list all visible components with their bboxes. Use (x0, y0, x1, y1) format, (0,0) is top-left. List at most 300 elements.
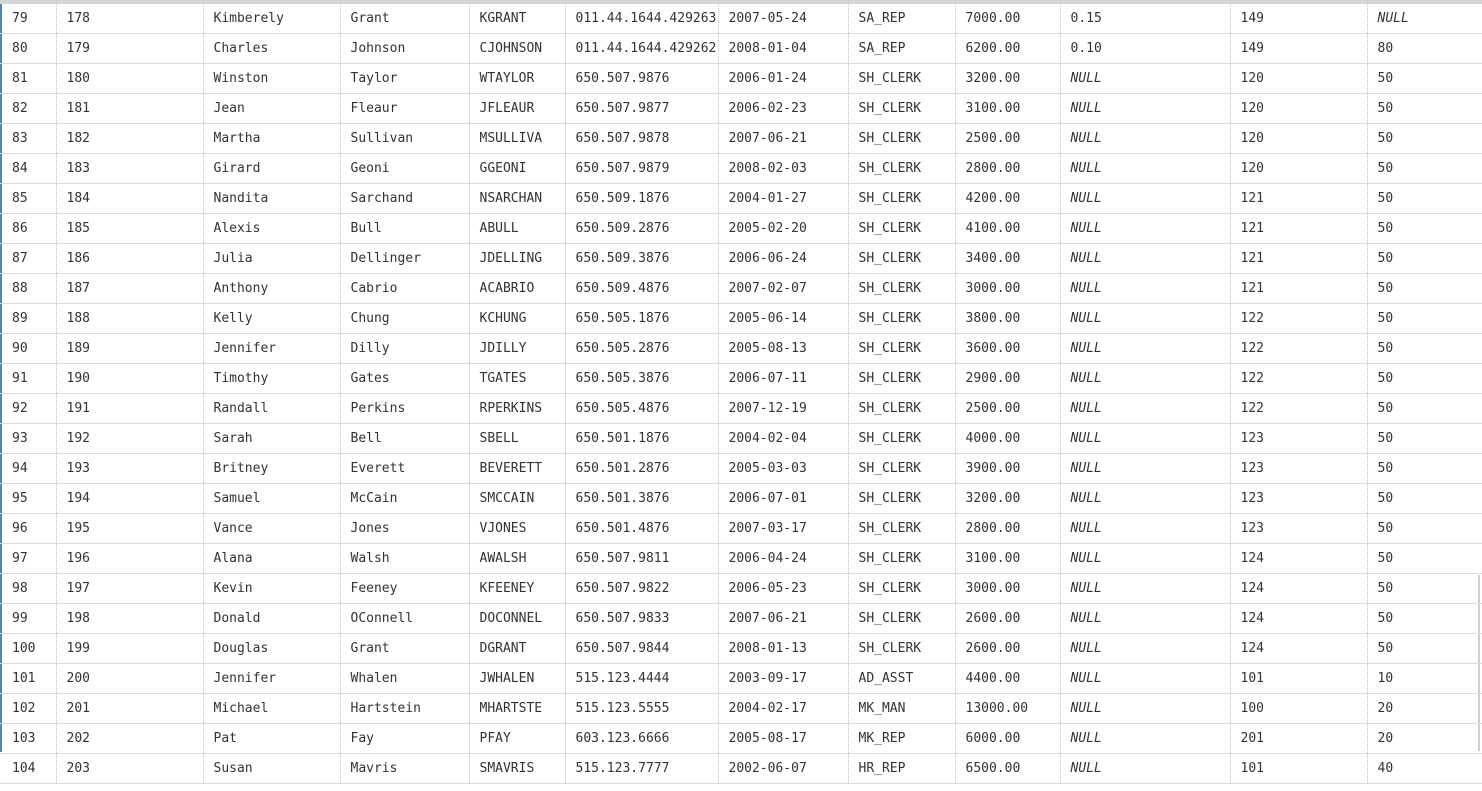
employee-id-cell[interactable]: 203 (56, 754, 203, 784)
commission-pct-cell[interactable]: NULL (1060, 244, 1230, 274)
manager-id-cell[interactable]: 122 (1230, 364, 1367, 394)
phone-number-cell[interactable]: 515.123.4444 (565, 664, 718, 694)
manager-id-cell[interactable]: 124 (1230, 634, 1367, 664)
row-number-cell[interactable]: 97 (0, 544, 56, 574)
last-name-cell[interactable]: Feeney (340, 574, 469, 604)
commission-pct-cell[interactable]: NULL (1060, 184, 1230, 214)
last-name-cell[interactable]: Bull (340, 214, 469, 244)
phone-number-cell[interactable]: 650.505.1876 (565, 304, 718, 334)
department-id-cell[interactable]: 50 (1367, 634, 1482, 664)
employee-id-cell[interactable]: 188 (56, 304, 203, 334)
salary-cell[interactable]: 13000.00 (955, 694, 1060, 724)
row-number-cell[interactable]: 83 (0, 124, 56, 154)
last-name-cell[interactable]: Grant (340, 4, 469, 34)
email-cell[interactable]: TGATES (469, 364, 565, 394)
department-id-cell[interactable]: 50 (1367, 94, 1482, 124)
commission-pct-cell[interactable]: NULL (1060, 574, 1230, 604)
department-id-cell[interactable]: 50 (1367, 304, 1482, 334)
table-row[interactable] (0, 634, 1482, 664)
manager-id-cell[interactable]: 101 (1230, 664, 1367, 694)
commission-pct-cell[interactable]: NULL (1060, 724, 1230, 754)
first-name-cell[interactable]: Winston (203, 64, 340, 94)
department-id-cell[interactable]: 50 (1367, 334, 1482, 364)
manager-id-cell[interactable]: 120 (1230, 94, 1367, 124)
last-name-cell[interactable]: Sullivan (340, 124, 469, 154)
hire-date-cell[interactable]: 2006-01-24 (718, 64, 848, 94)
manager-id-cell[interactable]: 122 (1230, 394, 1367, 424)
last-name-cell[interactable]: Whalen (340, 664, 469, 694)
first-name-cell[interactable]: Charles (203, 34, 340, 64)
phone-number-cell[interactable]: 650.501.4876 (565, 514, 718, 544)
salary-cell[interactable]: 4100.00 (955, 214, 1060, 244)
employee-id-cell[interactable]: 202 (56, 724, 203, 754)
hire-date-cell[interactable]: 2004-02-17 (718, 694, 848, 724)
manager-id-cell[interactable]: 149 (1230, 34, 1367, 64)
email-cell[interactable]: NSARCHAN (469, 184, 565, 214)
row-number-cell[interactable]: 100 (0, 634, 56, 664)
salary-cell[interactable]: 3800.00 (955, 304, 1060, 334)
phone-number-cell[interactable]: 650.509.2876 (565, 214, 718, 244)
employee-id-cell[interactable]: 192 (56, 424, 203, 454)
salary-cell[interactable]: 2500.00 (955, 124, 1060, 154)
commission-pct-cell[interactable]: NULL (1060, 94, 1230, 124)
last-name-cell[interactable]: Walsh (340, 544, 469, 574)
hire-date-cell[interactable]: 2003-09-17 (718, 664, 848, 694)
job-id-cell[interactable]: MK_REP (848, 724, 955, 754)
department-id-cell[interactable]: 50 (1367, 544, 1482, 574)
row-number-cell[interactable]: 80 (0, 34, 56, 64)
email-cell[interactable]: KCHUNG (469, 304, 565, 334)
last-name-cell[interactable]: McCain (340, 484, 469, 514)
phone-number-cell[interactable]: 650.501.3876 (565, 484, 718, 514)
employee-id-cell[interactable]: 201 (56, 694, 203, 724)
email-cell[interactable]: KGRANT (469, 4, 565, 34)
row-number-cell[interactable]: 87 (0, 244, 56, 274)
job-id-cell[interactable]: SH_CLERK (848, 154, 955, 184)
department-id-cell[interactable]: 50 (1367, 124, 1482, 154)
phone-number-cell[interactable]: 650.507.9833 (565, 604, 718, 634)
commission-pct-cell[interactable]: NULL (1060, 364, 1230, 394)
hire-date-cell[interactable]: 2005-08-13 (718, 334, 848, 364)
row-number-cell[interactable]: 85 (0, 184, 56, 214)
department-id-cell[interactable]: 50 (1367, 214, 1482, 244)
first-name-cell[interactable]: Michael (203, 694, 340, 724)
salary-cell[interactable]: 3100.00 (955, 544, 1060, 574)
row-number-cell[interactable]: 82 (0, 94, 56, 124)
phone-number-cell[interactable]: 650.501.2876 (565, 454, 718, 484)
employee-id-cell[interactable]: 199 (56, 634, 203, 664)
salary-cell[interactable]: 2500.00 (955, 394, 1060, 424)
commission-pct-cell[interactable]: NULL (1060, 484, 1230, 514)
table-row[interactable] (0, 754, 1482, 784)
salary-cell[interactable]: 4400.00 (955, 664, 1060, 694)
manager-id-cell[interactable]: 121 (1230, 184, 1367, 214)
table-row[interactable] (0, 724, 1482, 754)
hire-date-cell[interactable]: 2004-02-04 (718, 424, 848, 454)
commission-pct-cell[interactable]: NULL (1060, 424, 1230, 454)
manager-id-cell[interactable]: 123 (1230, 484, 1367, 514)
phone-number-cell[interactable]: 515.123.7777 (565, 754, 718, 784)
row-number-cell[interactable]: 89 (0, 304, 56, 334)
phone-number-cell[interactable]: 650.505.3876 (565, 364, 718, 394)
phone-number-cell[interactable]: 515.123.5555 (565, 694, 718, 724)
phone-number-cell[interactable]: 650.507.9877 (565, 94, 718, 124)
employee-id-cell[interactable]: 195 (56, 514, 203, 544)
first-name-cell[interactable]: Martha (203, 124, 340, 154)
email-cell[interactable]: JWHALEN (469, 664, 565, 694)
salary-cell[interactable]: 3000.00 (955, 274, 1060, 304)
hire-date-cell[interactable]: 2008-01-04 (718, 34, 848, 64)
email-cell[interactable]: DOCONNEL (469, 604, 565, 634)
commission-pct-cell[interactable]: NULL (1060, 664, 1230, 694)
department-id-cell[interactable]: 40 (1367, 754, 1482, 784)
email-cell[interactable]: PFAY (469, 724, 565, 754)
department-id-cell[interactable]: 20 (1367, 694, 1482, 724)
manager-id-cell[interactable]: 120 (1230, 64, 1367, 94)
commission-pct-cell[interactable]: NULL (1060, 544, 1230, 574)
hire-date-cell[interactable]: 2006-02-23 (718, 94, 848, 124)
salary-cell[interactable]: 4200.00 (955, 184, 1060, 214)
employee-id-cell[interactable]: 187 (56, 274, 203, 304)
salary-cell[interactable]: 2900.00 (955, 364, 1060, 394)
row-number-cell[interactable]: 94 (0, 454, 56, 484)
manager-id-cell[interactable]: 121 (1230, 244, 1367, 274)
commission-pct-cell[interactable]: NULL (1060, 124, 1230, 154)
hire-date-cell[interactable]: 2006-05-23 (718, 574, 848, 604)
row-number-cell[interactable]: 104 (0, 754, 56, 784)
employee-id-cell[interactable]: 194 (56, 484, 203, 514)
first-name-cell[interactable]: Britney (203, 454, 340, 484)
email-cell[interactable]: MSULLIVA (469, 124, 565, 154)
last-name-cell[interactable]: OConnell (340, 604, 469, 634)
table-row[interactable] (0, 154, 1482, 184)
job-id-cell[interactable]: SH_CLERK (848, 304, 955, 334)
first-name-cell[interactable]: Kimberely (203, 4, 340, 34)
job-id-cell[interactable]: SH_CLERK (848, 244, 955, 274)
job-id-cell[interactable]: SA_REP (848, 34, 955, 64)
department-id-cell[interactable]: 50 (1367, 424, 1482, 454)
row-number-cell[interactable]: 102 (0, 694, 56, 724)
last-name-cell[interactable]: Chung (340, 304, 469, 334)
job-id-cell[interactable]: SH_CLERK (848, 544, 955, 574)
last-name-cell[interactable]: Jones (340, 514, 469, 544)
job-id-cell[interactable]: SH_CLERK (848, 64, 955, 94)
employee-id-cell[interactable]: 198 (56, 604, 203, 634)
table-row[interactable] (0, 604, 1482, 634)
row-number-cell[interactable]: 98 (0, 574, 56, 604)
last-name-cell[interactable]: Bell (340, 424, 469, 454)
row-number-cell[interactable]: 99 (0, 604, 56, 634)
employee-id-cell[interactable]: 197 (56, 574, 203, 604)
employee-id-cell[interactable]: 181 (56, 94, 203, 124)
commission-pct-cell[interactable]: 0.10 (1060, 34, 1230, 64)
employee-id-cell[interactable]: 179 (56, 34, 203, 64)
table-row[interactable] (0, 304, 1482, 334)
employee-id-cell[interactable]: 186 (56, 244, 203, 274)
department-id-cell[interactable]: 50 (1367, 244, 1482, 274)
employee-id-cell[interactable]: 185 (56, 214, 203, 244)
department-id-cell[interactable]: 50 (1367, 184, 1482, 214)
last-name-cell[interactable]: Sarchand (340, 184, 469, 214)
manager-id-cell[interactable]: 149 (1230, 4, 1367, 34)
row-number-cell[interactable]: 103 (0, 724, 56, 754)
hire-date-cell[interactable]: 2005-02-20 (718, 214, 848, 244)
first-name-cell[interactable]: Pat (203, 724, 340, 754)
last-name-cell[interactable]: Fleaur (340, 94, 469, 124)
hire-date-cell[interactable]: 2007-03-17 (718, 514, 848, 544)
salary-cell[interactable]: 4000.00 (955, 424, 1060, 454)
row-number-cell[interactable]: 88 (0, 274, 56, 304)
job-id-cell[interactable]: SH_CLERK (848, 184, 955, 214)
commission-pct-cell[interactable]: NULL (1060, 64, 1230, 94)
email-cell[interactable]: ABULL (469, 214, 565, 244)
last-name-cell[interactable]: Cabrio (340, 274, 469, 304)
row-number-cell[interactable]: 101 (0, 664, 56, 694)
email-cell[interactable]: JFLEAUR (469, 94, 565, 124)
table-row[interactable] (0, 484, 1482, 514)
first-name-cell[interactable]: Randall (203, 394, 340, 424)
manager-id-cell[interactable]: 123 (1230, 514, 1367, 544)
phone-number-cell[interactable]: 011.44.1644.429263 (565, 4, 718, 34)
table-row[interactable] (0, 334, 1482, 364)
job-id-cell[interactable]: SH_CLERK (848, 364, 955, 394)
last-name-cell[interactable]: Geoni (340, 154, 469, 184)
job-id-cell[interactable]: SH_CLERK (848, 424, 955, 454)
last-name-cell[interactable]: Hartstein (340, 694, 469, 724)
first-name-cell[interactable]: Douglas (203, 634, 340, 664)
job-id-cell[interactable]: SH_CLERK (848, 334, 955, 364)
commission-pct-cell[interactable]: NULL (1060, 334, 1230, 364)
last-name-cell[interactable]: Grant (340, 634, 469, 664)
phone-number-cell[interactable]: 650.507.9811 (565, 544, 718, 574)
manager-id-cell[interactable]: 101 (1230, 754, 1367, 784)
first-name-cell[interactable]: Sarah (203, 424, 340, 454)
department-id-cell[interactable]: 50 (1367, 574, 1482, 604)
table-row[interactable] (0, 274, 1482, 304)
table-row[interactable] (0, 34, 1482, 64)
department-id-cell[interactable]: 10 (1367, 664, 1482, 694)
hire-date-cell[interactable]: 2006-07-01 (718, 484, 848, 514)
first-name-cell[interactable]: Timothy (203, 364, 340, 394)
salary-cell[interactable]: 6500.00 (955, 754, 1060, 784)
hire-date-cell[interactable]: 2004-01-27 (718, 184, 848, 214)
commission-pct-cell[interactable]: NULL (1060, 604, 1230, 634)
job-id-cell[interactable]: SH_CLERK (848, 514, 955, 544)
first-name-cell[interactable]: Donald (203, 604, 340, 634)
hire-date-cell[interactable]: 2005-06-14 (718, 304, 848, 334)
commission-pct-cell[interactable]: NULL (1060, 754, 1230, 784)
manager-id-cell[interactable]: 120 (1230, 154, 1367, 184)
employee-id-cell[interactable]: 190 (56, 364, 203, 394)
email-cell[interactable]: GGEONI (469, 154, 565, 184)
hire-date-cell[interactable]: 2006-06-24 (718, 244, 848, 274)
table-row[interactable] (0, 394, 1482, 424)
first-name-cell[interactable]: Jennifer (203, 334, 340, 364)
row-number-cell[interactable]: 86 (0, 214, 56, 244)
salary-cell[interactable]: 3200.00 (955, 484, 1060, 514)
phone-number-cell[interactable]: 650.509.4876 (565, 274, 718, 304)
hire-date-cell[interactable]: 2002-06-07 (718, 754, 848, 784)
table-row[interactable] (0, 514, 1482, 544)
job-id-cell[interactable]: SH_CLERK (848, 124, 955, 154)
table-row[interactable] (0, 694, 1482, 724)
last-name-cell[interactable]: Taylor (340, 64, 469, 94)
email-cell[interactable]: JDILLY (469, 334, 565, 364)
job-id-cell[interactable]: SH_CLERK (848, 94, 955, 124)
department-id-cell[interactable]: 50 (1367, 64, 1482, 94)
job-id-cell[interactable]: HR_REP (848, 754, 955, 784)
table-row[interactable] (0, 244, 1482, 274)
table-row[interactable] (0, 454, 1482, 484)
job-id-cell[interactable]: AD_ASST (848, 664, 955, 694)
phone-number-cell[interactable]: 650.507.9822 (565, 574, 718, 604)
job-id-cell[interactable]: SH_CLERK (848, 634, 955, 664)
employee-id-cell[interactable]: 178 (56, 4, 203, 34)
last-name-cell[interactable]: Perkins (340, 394, 469, 424)
email-cell[interactable]: KFEENEY (469, 574, 565, 604)
first-name-cell[interactable]: Susan (203, 754, 340, 784)
commission-pct-cell[interactable]: NULL (1060, 694, 1230, 724)
row-number-cell[interactable]: 84 (0, 154, 56, 184)
email-cell[interactable]: MHARTSTE (469, 694, 565, 724)
employee-id-cell[interactable]: 184 (56, 184, 203, 214)
table-row[interactable] (0, 544, 1482, 574)
hire-date-cell[interactable]: 2005-03-03 (718, 454, 848, 484)
table-row[interactable] (0, 424, 1482, 454)
first-name-cell[interactable]: Alana (203, 544, 340, 574)
phone-number-cell[interactable]: 650.507.9844 (565, 634, 718, 664)
phone-number-cell[interactable]: 650.509.1876 (565, 184, 718, 214)
salary-cell[interactable]: 7000.00 (955, 4, 1060, 34)
salary-cell[interactable]: 6000.00 (955, 724, 1060, 754)
commission-pct-cell[interactable]: NULL (1060, 214, 1230, 244)
commission-pct-cell[interactable]: NULL (1060, 154, 1230, 184)
job-id-cell[interactable]: SH_CLERK (848, 484, 955, 514)
last-name-cell[interactable]: Fay (340, 724, 469, 754)
email-cell[interactable]: ACABRIO (469, 274, 565, 304)
commission-pct-cell[interactable]: 0.15 (1060, 4, 1230, 34)
salary-cell[interactable]: 3900.00 (955, 454, 1060, 484)
department-id-cell[interactable]: 50 (1367, 454, 1482, 484)
row-number-cell[interactable]: 93 (0, 424, 56, 454)
first-name-cell[interactable]: Vance (203, 514, 340, 544)
salary-cell[interactable]: 3400.00 (955, 244, 1060, 274)
first-name-cell[interactable]: Kelly (203, 304, 340, 334)
commission-pct-cell[interactable]: NULL (1060, 634, 1230, 664)
employee-id-cell[interactable]: 196 (56, 544, 203, 574)
table-row[interactable] (0, 124, 1482, 154)
hire-date-cell[interactable]: 2007-02-07 (718, 274, 848, 304)
employee-id-cell[interactable]: 182 (56, 124, 203, 154)
last-name-cell[interactable]: Everett (340, 454, 469, 484)
first-name-cell[interactable]: Kevin (203, 574, 340, 604)
commission-pct-cell[interactable]: NULL (1060, 394, 1230, 424)
department-id-cell[interactable]: 50 (1367, 364, 1482, 394)
commission-pct-cell[interactable]: NULL (1060, 454, 1230, 484)
hire-date-cell[interactable]: 2007-05-24 (718, 4, 848, 34)
email-cell[interactable]: DGRANT (469, 634, 565, 664)
salary-cell[interactable]: 2800.00 (955, 154, 1060, 184)
manager-id-cell[interactable]: 124 (1230, 604, 1367, 634)
job-id-cell[interactable]: SH_CLERK (848, 454, 955, 484)
row-number-cell[interactable]: 92 (0, 394, 56, 424)
manager-id-cell[interactable]: 120 (1230, 124, 1367, 154)
salary-cell[interactable]: 2600.00 (955, 634, 1060, 664)
row-number-cell[interactable]: 96 (0, 514, 56, 544)
job-id-cell[interactable]: SH_CLERK (848, 214, 955, 244)
table-row[interactable] (0, 184, 1482, 214)
last-name-cell[interactable]: Dilly (340, 334, 469, 364)
manager-id-cell[interactable]: 124 (1230, 574, 1367, 604)
department-id-cell[interactable]: 50 (1367, 604, 1482, 634)
last-name-cell[interactable]: Dellinger (340, 244, 469, 274)
salary-cell[interactable]: 2600.00 (955, 604, 1060, 634)
email-cell[interactable]: VJONES (469, 514, 565, 544)
first-name-cell[interactable]: Samuel (203, 484, 340, 514)
manager-id-cell[interactable]: 124 (1230, 544, 1367, 574)
row-number-cell[interactable]: 90 (0, 334, 56, 364)
table-row[interactable] (0, 4, 1482, 34)
manager-id-cell[interactable]: 100 (1230, 694, 1367, 724)
first-name-cell[interactable]: Nandita (203, 184, 340, 214)
department-id-cell[interactable]: 20 (1367, 724, 1482, 754)
email-cell[interactable]: AWALSH (469, 544, 565, 574)
department-id-cell[interactable]: 50 (1367, 394, 1482, 424)
manager-id-cell[interactable]: 201 (1230, 724, 1367, 754)
job-id-cell[interactable]: SH_CLERK (848, 574, 955, 604)
row-number-cell[interactable]: 91 (0, 364, 56, 394)
department-id-cell[interactable]: 80 (1367, 34, 1482, 64)
employee-id-cell[interactable]: 200 (56, 664, 203, 694)
table-row[interactable] (0, 214, 1482, 244)
hire-date-cell[interactable]: 2007-06-21 (718, 604, 848, 634)
phone-number-cell[interactable]: 650.507.9879 (565, 154, 718, 184)
first-name-cell[interactable]: Girard (203, 154, 340, 184)
hire-date-cell[interactable]: 2008-01-13 (718, 634, 848, 664)
department-id-cell[interactable]: 50 (1367, 514, 1482, 544)
job-id-cell[interactable]: MK_MAN (848, 694, 955, 724)
commission-pct-cell[interactable]: NULL (1060, 514, 1230, 544)
salary-cell[interactable]: 3600.00 (955, 334, 1060, 364)
salary-cell[interactable]: 3100.00 (955, 94, 1060, 124)
phone-number-cell[interactable]: 011.44.1644.429262 (565, 34, 718, 64)
department-id-cell[interactable]: 50 (1367, 154, 1482, 184)
department-id-cell[interactable]: 50 (1367, 274, 1482, 304)
commission-pct-cell[interactable]: NULL (1060, 304, 1230, 334)
email-cell[interactable]: JDELLING (469, 244, 565, 274)
row-number-cell[interactable]: 79 (0, 4, 56, 34)
manager-id-cell[interactable]: 121 (1230, 214, 1367, 244)
last-name-cell[interactable]: Mavris (340, 754, 469, 784)
first-name-cell[interactable]: Jean (203, 94, 340, 124)
job-id-cell[interactable]: SH_CLERK (848, 394, 955, 424)
salary-cell[interactable]: 2800.00 (955, 514, 1060, 544)
phone-number-cell[interactable]: 650.501.1876 (565, 424, 718, 454)
hire-date-cell[interactable]: 2006-07-11 (718, 364, 848, 394)
hire-date-cell[interactable]: 2006-04-24 (718, 544, 848, 574)
phone-number-cell[interactable]: 603.123.6666 (565, 724, 718, 754)
table-row[interactable] (0, 664, 1482, 694)
email-cell[interactable]: BEVERETT (469, 454, 565, 484)
hire-date-cell[interactable]: 2005-08-17 (718, 724, 848, 754)
last-name-cell[interactable]: Johnson (340, 34, 469, 64)
first-name-cell[interactable]: Julia (203, 244, 340, 274)
first-name-cell[interactable]: Jennifer (203, 664, 340, 694)
department-id-cell[interactable]: NULL (1367, 4, 1482, 34)
hire-date-cell[interactable]: 2007-12-19 (718, 394, 848, 424)
row-number-cell[interactable]: 95 (0, 484, 56, 514)
job-id-cell[interactable]: SH_CLERK (848, 274, 955, 304)
